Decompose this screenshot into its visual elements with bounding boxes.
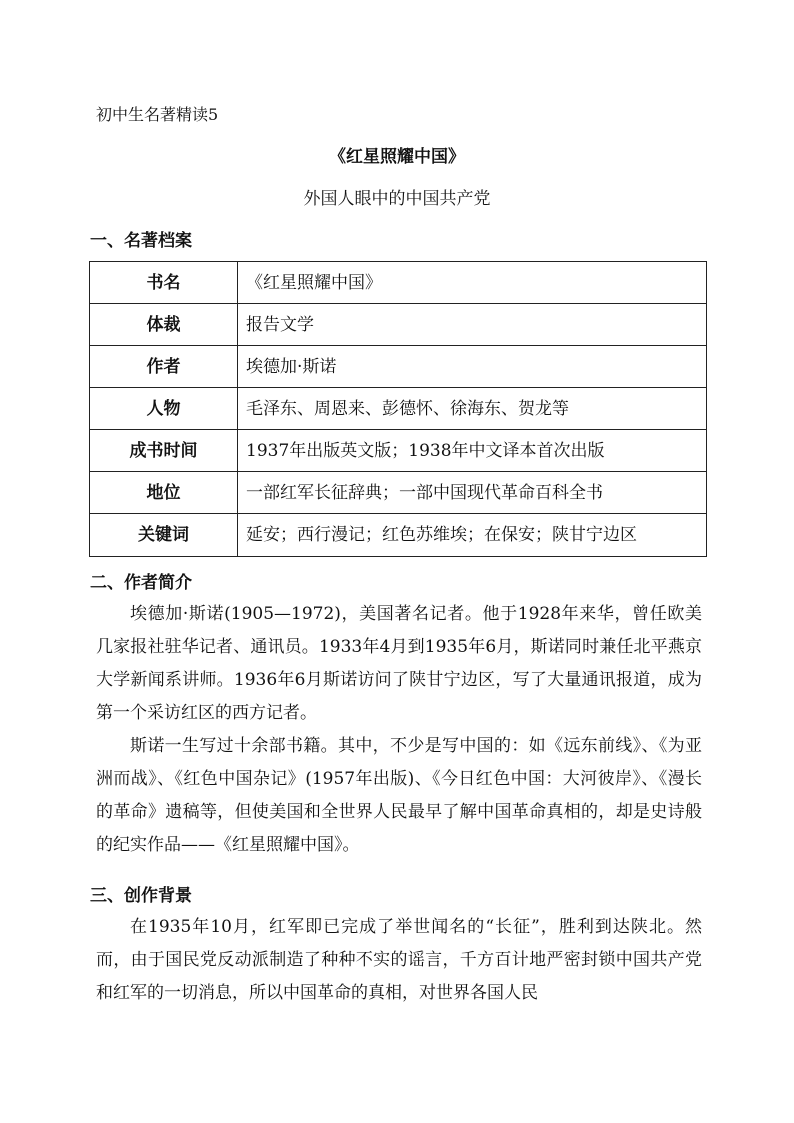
book-subtitle: 外国人眼中的中国共产党 (303, 189, 491, 209)
row-label: 体裁 (90, 304, 238, 346)
row-label: 关键词 (90, 514, 238, 557)
row-label: 作者 (90, 346, 238, 388)
row-value: 1937年出版英文版；1938年中文译本首次出版 (238, 430, 707, 472)
profile-table (89, 261, 707, 557)
section-heading-profile: 一、名著档案 (90, 231, 192, 251)
row-label: 人物 (90, 388, 238, 430)
row-value: 毛泽东、周恩来、彭德怀、徐海东、贺龙等 (238, 388, 707, 430)
row-value: 延安；西行漫记；红色苏维埃；在保安；陕甘宁边区 (238, 514, 707, 557)
row-value: 埃德加·斯诺 (238, 346, 707, 388)
row-value: 报告文学 (238, 304, 707, 346)
author-paragraph-1: 埃德加·斯诺(1905—1972)，美国著名记者。他于1928年来华，曾任欧美几家报社驻华记者、通讯员。1933年4月到1935年6月，斯诺同时兼任北平燕京大学新闻系讲师。1936年6月斯诺访问了陕甘宁边区，写了大量通讯报道，成为第一个采访红区的西方记者。 (96, 604, 702, 723)
background-paragraph-1: 在1935年10月，红军即已完成了举世闻名的“长征”，胜利到达陕北。然而，由于国民党反动派制造了种种不实的谣言，千方百计地严密封锁中国共产党和红军的一切消息，所以中国革命的真相，对世界各国人民 (96, 917, 702, 1003)
row-label: 地位 (90, 472, 238, 514)
table-row (90, 304, 707, 346)
table-row (90, 472, 707, 514)
section-heading-author: 二、作者简介 (90, 573, 192, 593)
row-label: 书名 (90, 262, 238, 304)
table-row (90, 262, 707, 304)
author-paragraph-2: 斯诺一生写过十余部书籍。其中，不少是写中国的：如《远东前线》、《为亚洲而战》、《红色中国杂记》(1957年出版)、《今日红色中国：大河彼岸》、《漫长的革命》遗稿等，但使美国和全世界人民最早了解中国革命真相的，却是史诗般的纪实作品——《红星照耀中国》。 (96, 736, 702, 855)
row-label: 成书时间 (90, 430, 238, 472)
row-value: 一部红军长征辞典；一部中国现代革命百科全书 (238, 472, 707, 514)
row-value: 《红星照耀中国》 (238, 262, 707, 304)
series-title: 初中生名著精读5 (96, 105, 219, 124)
book-title: 《红星照耀中国》 (329, 147, 465, 167)
table-row (90, 346, 707, 388)
section-heading-background: 三、创作背景 (90, 886, 192, 906)
table-row (90, 388, 707, 430)
table-row (90, 514, 707, 557)
table-row (90, 430, 707, 472)
